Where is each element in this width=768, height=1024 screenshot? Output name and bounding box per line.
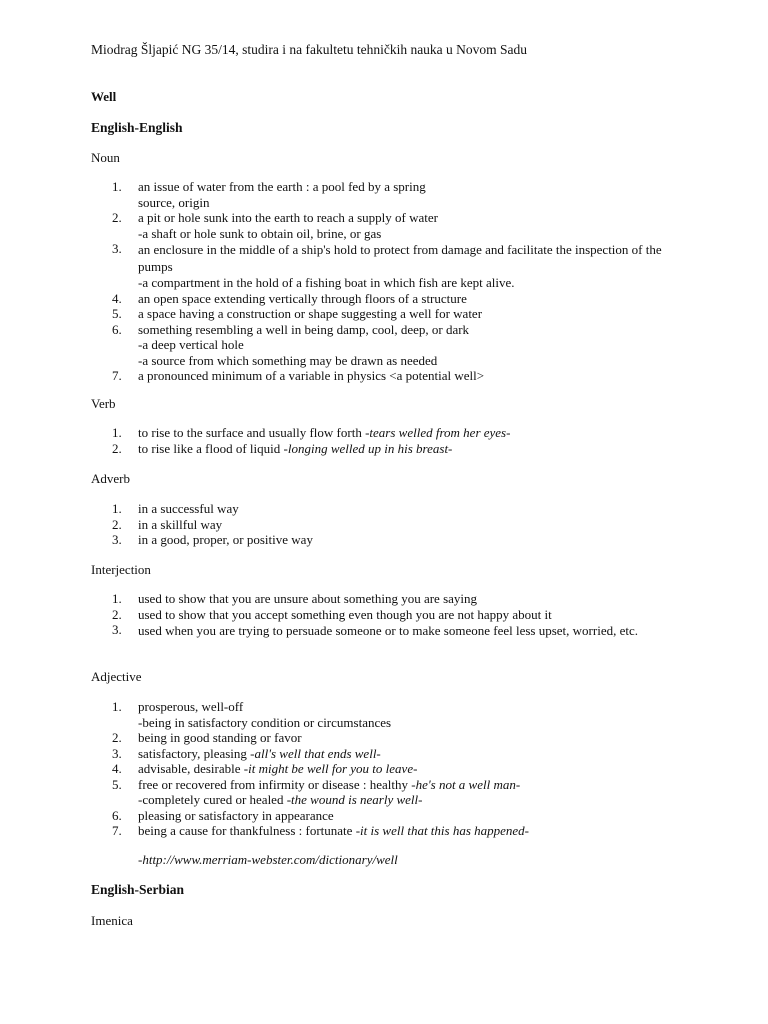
- source-link[interactable]: -http://www.merriam-webster.com/dictionary/well: [138, 852, 398, 867]
- page-header: Miodrag Šljapić NG 35/14, studira i na fakultetu tehničkih nauka u Novom Sadu: [91, 42, 528, 57]
- adjective-item: 6. pleasing or satisfactory in appearance: [112, 807, 334, 823]
- noun-item: 6. something resembling a well in being damp, cool, deep, or dark -a deep vertical hole -a source from which something may be drawn as needed: [112, 321, 470, 368]
- adverb-item: 2. in a skillful way: [112, 516, 223, 532]
- adjective-item: 5. free or recovered from infirmity or disease : healthy -he's not a well man- -completely cured or healed -the wound is nearly well-: [112, 776, 521, 807]
- adjective-item: 1. prosperous, well-off -being in satisfactory condition or circumstances: [112, 699, 392, 730]
- verb-list: [91, 425, 691, 456]
- section-english-serbian: English-Serbian: [91, 882, 185, 897]
- noun-item: 7. a pronounced minimum of a variable in physics <a potential well>: [112, 368, 485, 383]
- adverb-item: 1. in a successful way: [112, 501, 239, 516]
- pos-adjective-label: Adjective: [91, 669, 142, 684]
- pos-imenica-label: Imenica: [91, 913, 133, 928]
- verb-item: 1. to rise to the surface and usually flow forth -tears welled from her eyes-: [112, 425, 511, 440]
- noun-item: 3. an enclosure in the middle of a ship's hold to protect from damage and facilitate the inspection of the pumps -a compartment in the hold of a fishing boat in which fish are kept alive.: [112, 241, 662, 290]
- interjection-list: [91, 591, 691, 639]
- interjection-item: 2. used to show that you accept something even though you are not happy about it: [112, 606, 552, 622]
- adjective-item: 3. satisfactory, pleasing -all's well that ends well-: [112, 745, 381, 761]
- verb-item: 2. to rise like a flood of liquid -longing welled up in his breast-: [112, 440, 453, 456]
- adjective-item: 7. being a cause for thankfulness : fortunate -it is well that this has happened-: [112, 823, 530, 838]
- noun-item: 4. an open space extending vertically through floors of a structure: [112, 290, 467, 306]
- adjective-item: 2. being in good standing or favor: [112, 730, 302, 745]
- adjective-list: [91, 699, 691, 839]
- section-english-english: English-English: [91, 120, 183, 135]
- pos-noun-label: Noun: [91, 150, 120, 165]
- pos-verb-label: Verb: [91, 396, 116, 411]
- adverb-list: [91, 501, 691, 548]
- interjection-item: 1. used to show that you are unsure about something you are saying: [112, 591, 478, 606]
- pos-interjection-label: Interjection: [91, 562, 151, 577]
- pos-adverb-label: Adverb: [91, 471, 130, 486]
- noun-item: 2. a pit or hole sunk into the earth to reach a supply of water -a shaft or hole sunk to obtain oil, brine, or gas: [112, 210, 438, 241]
- noun-item: 5. a space having a construction or shape suggesting a well for water: [112, 306, 483, 321]
- entry-word: Well: [91, 89, 117, 104]
- adjective-item: 4. advisable, desirable -it might be well for you to leave-: [112, 761, 418, 776]
- interjection-item: 3. used when you are trying to persuade someone or to make someone feel less upset, worried, etc.: [112, 622, 638, 638]
- noun-item: 1. an issue of water from the earth : a pool fed by a spring source, origin: [112, 179, 426, 210]
- noun-list: [91, 179, 691, 384]
- adverb-item: 3. in a good, proper, or positive way: [112, 532, 313, 547]
